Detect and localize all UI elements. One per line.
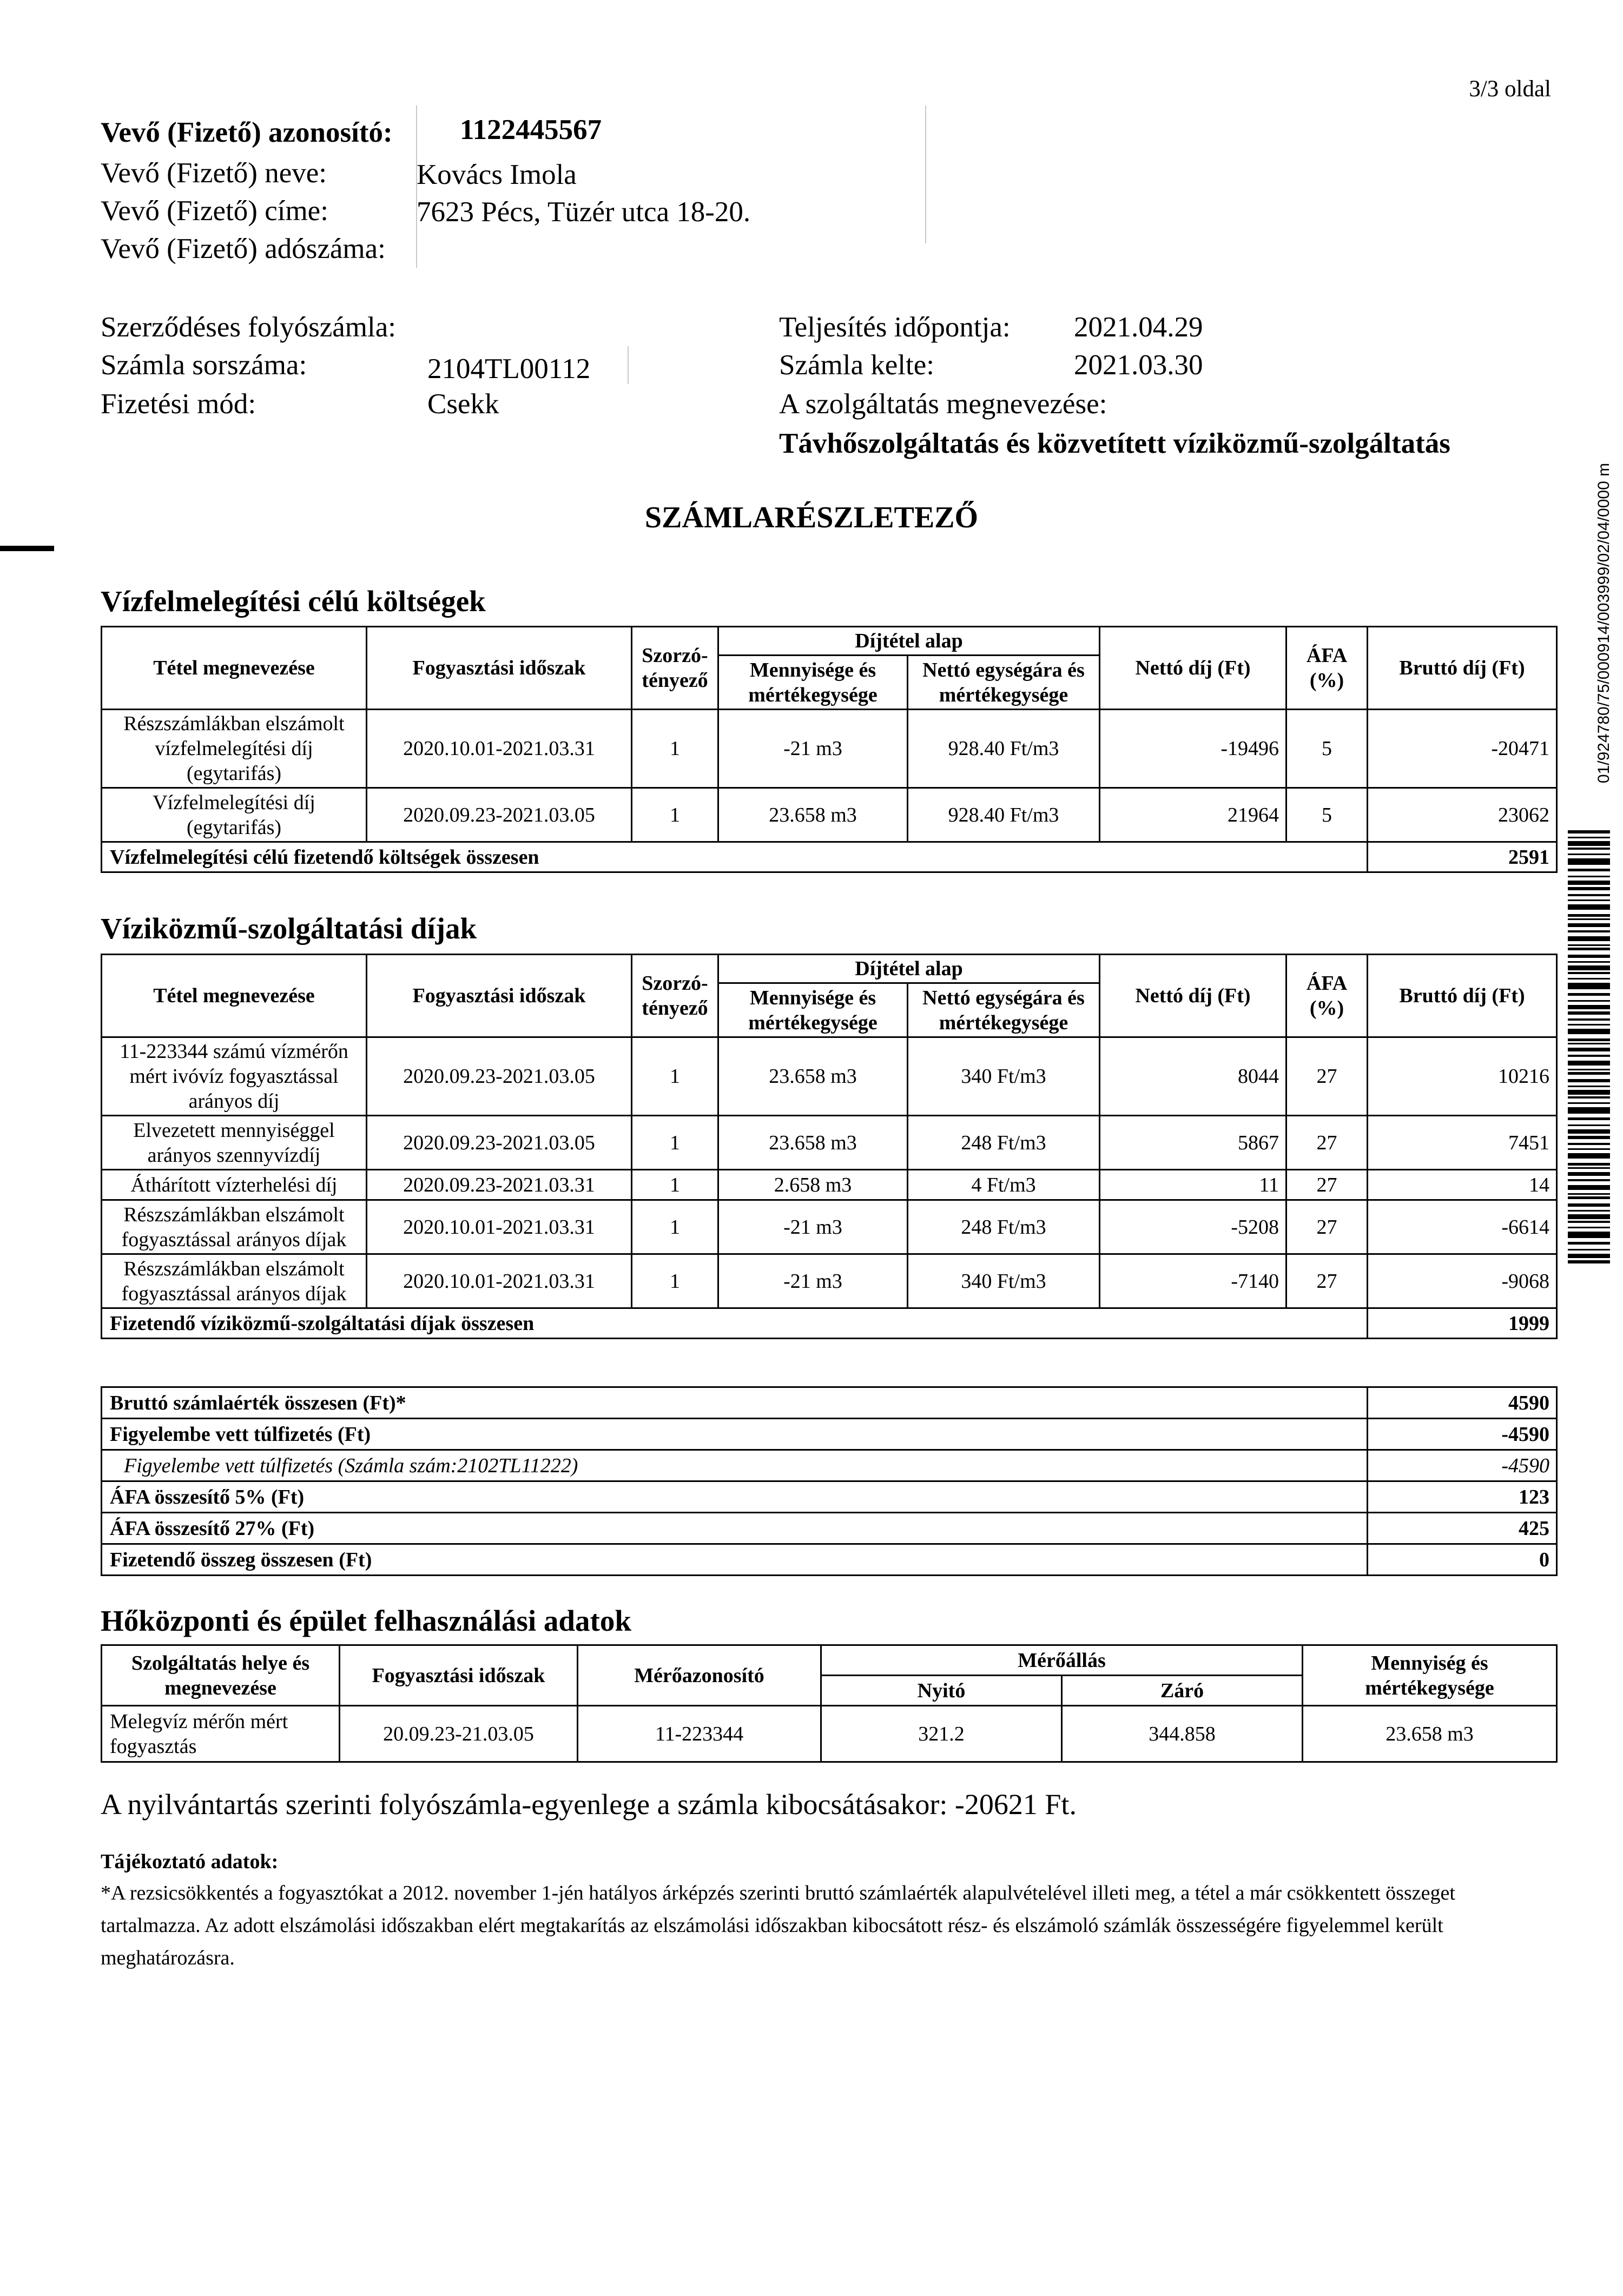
barcode-bar	[1568, 948, 1610, 950]
gross: 10216	[1368, 1037, 1557, 1116]
barcode-bar	[1568, 936, 1610, 941]
col-period: Fogyasztási időszak	[367, 627, 632, 710]
period: 2020.10.01-2021.03.31	[367, 710, 632, 788]
barcode-bar	[1568, 1210, 1610, 1212]
vat: 5	[1286, 788, 1368, 842]
reading-close: 344.858	[1062, 1706, 1303, 1762]
barcode-bar	[1568, 983, 1610, 989]
gross: -6614	[1368, 1200, 1557, 1254]
vat: 27	[1286, 1254, 1368, 1308]
notes-text: *A rezsicsökkentés a fogyasztókat a 2012. november 1-jén hatályos árképzés szerinti bruttó számlaérték alapulvételével illeti meg, a tétel a már csökkentett összeget tartalmazza. Az adott elszámolási időszakban elért megtakarítás az elszámolási időszakban kibocsátott rész- és elszámoló számlák összességére figyelemmel került meghatározásra.	[101, 1882, 1455, 1969]
barcode-bar	[1568, 1143, 1610, 1145]
item-name: Áthárított vízterhelési díj	[102, 1170, 367, 1200]
account-balance: A nyilvántartás szerinti folyószámla-egyenlege a számla kibocsátásakor: -20621 Ft.	[101, 1788, 1077, 1821]
barcode-bar	[1568, 1249, 1610, 1250]
buyer-id-label: Vevő (Fizető) azonosító:	[101, 117, 393, 148]
barcode-bar	[1568, 894, 1610, 896]
col-quantity: Mennyisége és mértékegysége	[718, 983, 908, 1037]
barcode-bar	[1568, 1163, 1610, 1166]
barcode-bar	[1568, 1000, 1610, 1002]
barcode-bar	[1568, 858, 1610, 865]
barcode-bar	[1568, 944, 1610, 946]
summary-label: Fizetendő összeg összesen (Ft)	[102, 1544, 1368, 1576]
barcode-bar	[1568, 918, 1610, 920]
barcode-bar	[1568, 1129, 1610, 1134]
gross: -20471	[1368, 710, 1557, 788]
barcode-bar	[1568, 1117, 1610, 1120]
barcode-bar	[1568, 837, 1610, 838]
col-item: Tétel megnevezése	[102, 627, 367, 710]
invoice-number-value: 2104TL00112	[427, 353, 591, 385]
barcode-bar	[1568, 1005, 1610, 1009]
vat: 27	[1286, 1200, 1368, 1254]
barcode-bar	[1568, 1179, 1610, 1181]
summary-value: -4590	[1368, 1419, 1557, 1450]
total-value: 1999	[1368, 1308, 1557, 1339]
summary-label: ÁFA összesítő 5% (Ft)	[102, 1481, 1368, 1513]
buyer-name-label: Vevő (Fizető) neve:	[101, 157, 327, 189]
vat: 27	[1286, 1170, 1368, 1200]
unit-price: 928.40 Ft/m3	[908, 710, 1100, 788]
period: 2020.10.01-2021.03.31	[367, 1254, 632, 1308]
col-net: Nettó díj (Ft)	[1100, 955, 1286, 1037]
gross: 14	[1368, 1170, 1557, 1200]
divider	[628, 346, 629, 384]
unit-price: 248 Ft/m3	[908, 1116, 1100, 1170]
barcode-bar	[1568, 1221, 1610, 1223]
barcode-bar	[1568, 1214, 1610, 1219]
item-name: Részszámlákban elszámolt fogyasztással arányos díjak	[102, 1200, 367, 1254]
barcode-bar	[1568, 1011, 1610, 1015]
summary-label: Figyelembe vett túlfizetés (Számla szám:2102TL11222)	[102, 1450, 1368, 1481]
barcode-bar	[1568, 1079, 1610, 1082]
col-unit-price: Nettó egységára és mértékegysége	[908, 983, 1100, 1037]
quantity: 23.658 m3	[718, 788, 908, 842]
table-row	[102, 1037, 1557, 1116]
barcode-bar	[1568, 961, 1610, 963]
summary-row	[102, 1387, 1557, 1419]
barcode-bar	[1568, 1086, 1610, 1087]
col-quantity: Mennyisége és mértékegysége	[718, 656, 908, 710]
summary-row	[102, 1450, 1557, 1481]
col-factor: Szorzó-tényező	[632, 955, 718, 1037]
net: -5208	[1100, 1200, 1286, 1254]
col-factor: Szorzó-tényező	[632, 627, 718, 710]
barcode-bar	[1568, 841, 1610, 846]
barcode-bar	[1568, 1167, 1610, 1169]
summary-value: 0	[1368, 1544, 1557, 1576]
factor: 1	[632, 1200, 718, 1254]
barcode-bar	[1568, 881, 1610, 885]
vat: 27	[1286, 1116, 1368, 1170]
page-number: 3/3 oldal	[1469, 76, 1551, 102]
table-row	[102, 1200, 1557, 1254]
barcode-bar	[1568, 1090, 1610, 1095]
col-item: Tétel megnevezése	[102, 955, 367, 1037]
factor: 1	[632, 1170, 718, 1200]
gross: 7451	[1368, 1116, 1557, 1170]
barcode	[1568, 830, 1610, 1274]
payment-label: Fizetési mód:	[101, 388, 256, 420]
col-qty: Mennyiség és mértékegysége	[1303, 1645, 1557, 1706]
barcode-bar	[1568, 1124, 1610, 1126]
barcode-bar	[1568, 955, 1610, 958]
net: 5867	[1100, 1116, 1286, 1170]
heating-table	[101, 626, 1558, 873]
completion-value: 2021.04.29	[1074, 312, 1203, 343]
table-row	[102, 1706, 1557, 1762]
summary-value: 123	[1368, 1481, 1557, 1513]
summary-table	[101, 1386, 1558, 1576]
item-name: Részszámlákban elszámolt fogyasztással arányos díjak	[102, 1254, 367, 1308]
col-net: Nettó díj (Ft)	[1100, 627, 1286, 710]
col-vat: ÁFA (%)	[1286, 627, 1368, 710]
barcode-bar	[1568, 1061, 1610, 1066]
barcode-bar	[1568, 830, 1610, 833]
col-fee-basis: Díjtétel alap	[718, 955, 1100, 983]
item-name: 11-223344 számú vízmérőn mért ivóvíz fogyasztással arányos díj	[102, 1037, 367, 1116]
buyer-name-value: Kovács Imola	[417, 159, 577, 190]
place: Melegvíz mérőn mért fogyasztás	[102, 1706, 340, 1762]
item-name: Vízfelmelegítési díj (egytarifás)	[102, 788, 367, 842]
barcode-bar	[1568, 1136, 1610, 1139]
quantity: -21 m3	[718, 1200, 908, 1254]
contract-label: Szerződéses folyószámla:	[101, 312, 396, 343]
col-gross: Bruttó díj (Ft)	[1368, 955, 1557, 1037]
summary-value: 425	[1368, 1513, 1557, 1544]
barcode-bar	[1568, 904, 1610, 910]
barcode-bar	[1568, 1055, 1610, 1057]
barcode-bar	[1568, 1227, 1610, 1228]
invoice-number-label: Számla sorszáma:	[101, 349, 307, 381]
period: 20.09.23-21.03.05	[340, 1706, 578, 1762]
reading-open: 321.2	[821, 1706, 1062, 1762]
barcode-bar	[1568, 853, 1610, 855]
col-period: Fogyasztási időszak	[367, 955, 632, 1037]
quantity: -21 m3	[718, 1254, 908, 1308]
factor: 1	[632, 1037, 718, 1116]
net: 11	[1100, 1170, 1286, 1200]
barcode-bar	[1568, 914, 1610, 917]
doc-title: SZÁMLARÉSZLETEZŐ	[644, 501, 979, 534]
barcode-bar	[1568, 978, 1610, 980]
service-value: Távhőszolgáltatás és közvetített víziközmű-szolgáltatás	[779, 428, 1450, 459]
usage-section-title: Hőközponti és épület felhasználási adatok	[101, 1604, 631, 1637]
unit-price: 340 Ft/m3	[908, 1254, 1100, 1308]
barcode-bar	[1568, 869, 1610, 871]
col-fee-basis: Díjtétel alap	[718, 627, 1100, 656]
barcode-bar	[1568, 1172, 1610, 1176]
barcode-bar	[1568, 993, 1610, 996]
unit-price: 248 Ft/m3	[908, 1200, 1100, 1254]
vat: 5	[1286, 710, 1368, 788]
total-row	[102, 1308, 1557, 1339]
barcode-bar	[1568, 1232, 1610, 1238]
barcode-bar	[1568, 1102, 1610, 1104]
buyer-id-value: 1122445567	[460, 114, 602, 145]
summary-label: ÁFA összesítő 27% (Ft)	[102, 1513, 1368, 1544]
item-name: Elvezetett mennyiséggel arányos szennyvízdíj	[102, 1116, 367, 1170]
col-vat: ÁFA (%)	[1286, 955, 1368, 1037]
col-unit-price: Nettó egységára és mértékegysége	[908, 656, 1100, 710]
issue-label: Számla kelte:	[779, 349, 934, 381]
summary-label: Bruttó számlaérték összesen (Ft)*	[102, 1387, 1368, 1419]
total-row	[102, 842, 1557, 872]
barcode-bar	[1568, 1096, 1610, 1099]
table-row	[102, 1254, 1557, 1308]
col-place: Szolgáltatás helye és megnevezése	[102, 1645, 340, 1706]
net: 21964	[1100, 788, 1286, 842]
table-row	[102, 710, 1557, 788]
quantity: 23.658 m3	[718, 1037, 908, 1116]
water-table	[101, 954, 1558, 1339]
gross: -9068	[1368, 1254, 1557, 1308]
barcode-bar	[1568, 1048, 1610, 1051]
barcode-bar	[1568, 1043, 1610, 1044]
total-label: Vízfelmelegítési célú fizetendő költségek összesen	[102, 842, 1368, 872]
quantity: 23.658 m3	[1303, 1706, 1557, 1762]
unit-price: 340 Ft/m3	[908, 1037, 1100, 1116]
unit-price: 4 Ft/m3	[908, 1170, 1100, 1200]
barcode-bar	[1568, 1260, 1610, 1263]
buyer-address-label: Vevő (Fizető) címe:	[101, 195, 328, 227]
barcode-bar	[1568, 1029, 1610, 1034]
col-period: Fogyasztási időszak	[340, 1645, 578, 1706]
factor: 1	[632, 788, 718, 842]
barcode-bar	[1568, 887, 1610, 890]
period: 2020.09.23-2021.03.05	[367, 788, 632, 842]
item-name: Részszámlákban elszámolt vízfelmelegítési díj (egytarifás)	[102, 710, 367, 788]
barcode-bar	[1568, 899, 1610, 901]
barcode-bar	[1568, 1107, 1610, 1114]
period: 2020.09.23-2021.03.05	[367, 1116, 632, 1170]
divider	[925, 105, 926, 243]
barcode-bar	[1568, 848, 1610, 850]
total-label: Fizetendő víziközmű-szolgáltatási díjak összesen	[102, 1308, 1368, 1339]
barcode-bar	[1568, 1185, 1610, 1190]
barcode-bar	[1568, 1018, 1610, 1021]
table-row	[102, 1170, 1557, 1200]
col-open: Nyitó	[821, 1676, 1062, 1706]
barcode-bar	[1568, 1193, 1610, 1195]
gross: 23062	[1368, 788, 1557, 842]
barcode-bar	[1568, 1242, 1610, 1245]
issue-value: 2021.03.30	[1074, 349, 1203, 381]
barcode-bar	[1568, 1024, 1610, 1025]
summary-value: 4590	[1368, 1387, 1557, 1419]
notes-title: Tájékoztató adatok:	[101, 1850, 279, 1873]
factor: 1	[632, 710, 718, 788]
meter-id: 11-223344	[578, 1706, 821, 1762]
factor: 1	[632, 1116, 718, 1170]
service-label: A szolgáltatás megnevezése:	[779, 388, 1107, 420]
col-reading: Mérőállás	[821, 1645, 1303, 1676]
col-close: Záró	[1062, 1676, 1303, 1706]
summary-label: Figyelembe vett túlfizetés (Ft)	[102, 1419, 1368, 1450]
payment-value: Csekk	[427, 388, 499, 420]
quantity: 23.658 m3	[718, 1116, 908, 1170]
period: 2020.09.23-2021.03.31	[367, 1170, 632, 1200]
col-meter: Mérőazonosító	[578, 1645, 821, 1706]
net: -19496	[1100, 710, 1286, 788]
net: 8044	[1100, 1037, 1286, 1116]
barcode-bar	[1568, 876, 1610, 877]
total-value: 2591	[1368, 842, 1557, 872]
summary-row	[102, 1419, 1557, 1450]
barcode-bar	[1568, 1072, 1610, 1075]
buyer-tax-label: Vevő (Fizető) adószáma:	[101, 233, 386, 264]
unit-price: 928.40 Ft/m3	[908, 788, 1100, 842]
period: 2020.10.01-2021.03.31	[367, 1200, 632, 1254]
period: 2020.09.23-2021.03.05	[367, 1037, 632, 1116]
water-section-title: Víziközmű-szolgáltatási díjak	[101, 912, 477, 945]
table-row	[102, 788, 1557, 842]
completion-label: Teljesítés időpontja:	[779, 312, 1011, 343]
col-gross: Bruttó díj (Ft)	[1368, 627, 1557, 710]
heating-section-title: Vízfelmelegítési célú költségek	[101, 585, 486, 618]
quantity: -21 m3	[718, 710, 908, 788]
barcode-bar	[1568, 923, 1610, 927]
barcode-bar	[1568, 1153, 1610, 1159]
usage-table	[101, 1644, 1558, 1763]
barcode-bar	[1568, 1038, 1610, 1041]
table-row	[102, 1116, 1557, 1170]
edge-mark	[0, 546, 54, 551]
barcode-bar	[1568, 1148, 1610, 1150]
barcode-bar	[1568, 1254, 1610, 1258]
barcode-bar	[1568, 1203, 1610, 1207]
barcode-bar	[1568, 972, 1610, 974]
summary-value: -4590	[1368, 1450, 1557, 1481]
net: -7140	[1100, 1254, 1286, 1308]
summary-row	[102, 1544, 1557, 1576]
summary-row	[102, 1481, 1557, 1513]
barcode-bar	[1568, 1069, 1610, 1070]
barcode-bar	[1568, 965, 1610, 970]
factor: 1	[632, 1254, 718, 1308]
barcode-bar	[1568, 1196, 1610, 1199]
buyer-address-value: 7623 Pécs, Tüzér utca 18-20.	[417, 196, 751, 228]
quantity: 2.658 m3	[718, 1170, 908, 1200]
summary-row	[102, 1513, 1557, 1544]
barcode-bar	[1568, 930, 1610, 932]
vat: 27	[1286, 1037, 1368, 1116]
side-code: 01/924780/75/000914/003999/02/04/0000 m	[1595, 462, 1613, 784]
